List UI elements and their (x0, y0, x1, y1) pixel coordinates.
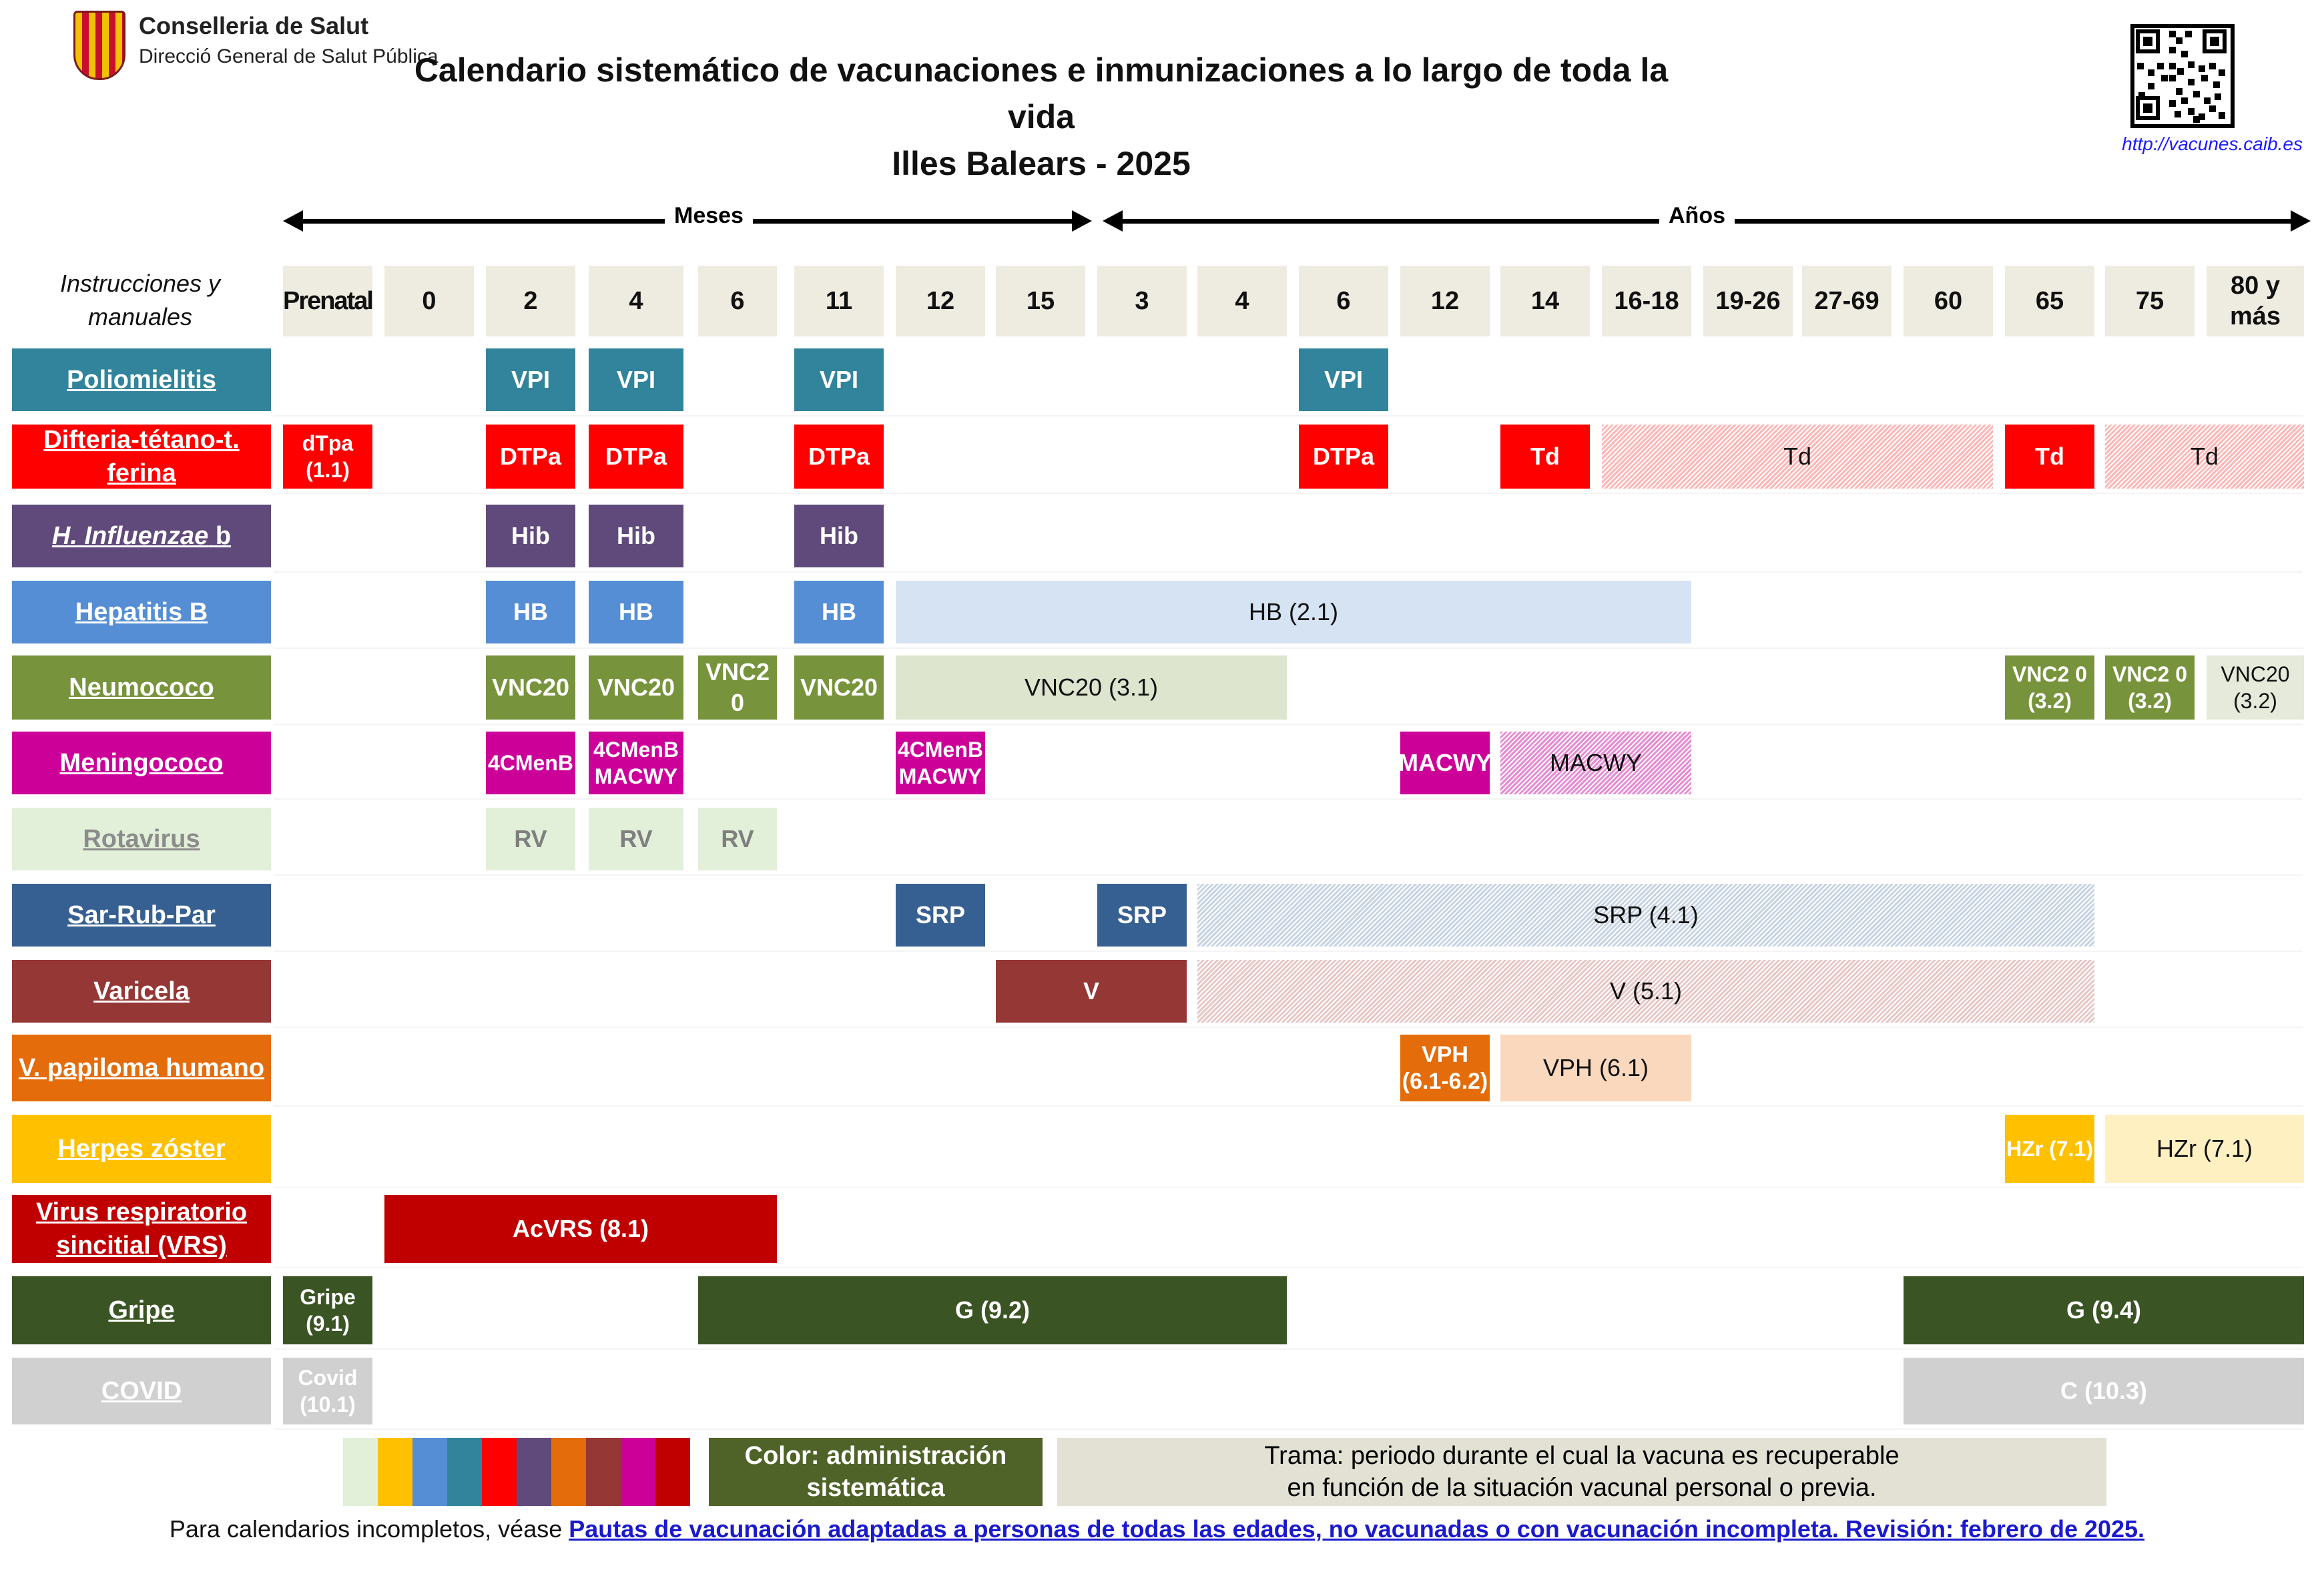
disease-name-6[interactable]: Rotavirus (12, 808, 271, 870)
legend-swatch (482, 1438, 517, 1506)
vaccine-block: RV (589, 808, 683, 870)
vaccine-block: VNC2 0 (698, 655, 777, 720)
vaccine-block: AcVRS (8.1) (384, 1195, 777, 1263)
row-separator (274, 874, 2303, 876)
qr-module (2193, 91, 2200, 97)
vaccine-block: VNC20 (3.2) (2207, 655, 2304, 720)
title-line-1: Calendario sistemático de vacunaciones e inmunizaciones a lo largo de toda la vida (414, 51, 1669, 136)
disease-name-1[interactable]: Difteria-tétano-t. ferina (12, 425, 271, 489)
row-separator (274, 647, 2303, 649)
column-header: 27-69 (1802, 266, 1892, 336)
disease-name-10[interactable]: Herpes zóster (12, 1115, 271, 1183)
org-name: Conselleria de Salut (139, 12, 369, 39)
qr-module (2209, 63, 2216, 69)
column-header: 65 (2005, 266, 2094, 336)
column-header: 16-18 (1602, 266, 1691, 336)
footer-prefix: Para calendarios incompletos, véase (169, 1515, 569, 1543)
row-separator (274, 493, 2303, 494)
vaccine-block: VPI (486, 348, 575, 411)
vaccine-block: Hib (486, 505, 575, 567)
column-header: 11 (794, 266, 884, 336)
vaccine-block: DTPa (794, 425, 884, 489)
qr-module (2188, 79, 2195, 85)
qr-module (2193, 116, 2200, 123)
column-header: 4 (589, 266, 683, 336)
legend-swatch (517, 1438, 551, 1506)
vaccine-block: VNC2 0 (3.2) (2105, 655, 2195, 720)
column-header: 12 (1400, 266, 1490, 336)
row-separator (274, 1428, 2303, 1430)
qr-module (2148, 83, 2154, 89)
legend-swatch (447, 1438, 482, 1506)
vaccine-block: HZr (7.1) (2005, 1115, 2094, 1183)
vaccine-block: SRP (896, 884, 985, 947)
vaccine-block: 4CMenB (486, 732, 575, 794)
vaccine-block: G (9.2) (698, 1276, 1287, 1344)
vaccine-block: Td (2105, 425, 2304, 489)
row-separator (274, 1187, 2303, 1188)
vaccine-block: VPH (6.1) (1500, 1035, 1691, 1101)
vaccine-block: VNC20 (589, 655, 683, 720)
qr-module (2177, 68, 2184, 75)
qr-module (2209, 105, 2216, 112)
column-header: 14 (1500, 266, 1590, 336)
qr-module (2213, 81, 2220, 88)
legend-pattern-line-1: Trama: periodo durante el cual la vacuna es recuperable (1264, 1442, 1900, 1470)
legend-swatch (621, 1438, 655, 1506)
vaccine-block: DTPa (1299, 425, 1388, 489)
legend-swatch (378, 1438, 412, 1506)
vaccine-block: MACWY (1400, 732, 1490, 794)
legend-pattern-box (1057, 1438, 2106, 1506)
vaccine-block: 4CMenB MACWY (589, 732, 683, 794)
row-separator (274, 415, 2303, 417)
website-link[interactable]: http://vacunes.caib.es (2122, 134, 2303, 154)
qr-finder-core (2210, 37, 2219, 46)
disease-name-7[interactable]: Sar-Rub-Par (12, 884, 271, 947)
column-header: Prenatal (283, 266, 372, 336)
vaccine-block: VNC20 (794, 655, 884, 720)
qr-module (2219, 69, 2225, 76)
row-separator (274, 571, 2303, 573)
vaccine-block: VNC20 (486, 655, 575, 720)
vaccine-block: RV (698, 808, 777, 870)
disease-name-9[interactable]: V. papiloma humano (12, 1035, 271, 1101)
qr-module (2148, 69, 2154, 76)
vaccine-block: Td (2005, 425, 2094, 489)
disease-name-0[interactable]: Poliomielitis (12, 348, 271, 411)
title-line-2: Illes Balears - 2025 (892, 145, 1191, 182)
column-header: 75 (2105, 266, 2195, 336)
column-header: 2 (486, 266, 575, 336)
row-separator (274, 724, 2303, 725)
row-separator (274, 1348, 2303, 1350)
qr-module (2137, 63, 2144, 69)
column-header: 4 (1197, 266, 1287, 336)
column-header: 15 (996, 266, 1085, 336)
vaccine-block: VPH (6.1-6.2) (1400, 1035, 1490, 1101)
row-separator (274, 1267, 2303, 1268)
qr-module (2215, 93, 2221, 100)
vaccine-block: Td (1602, 425, 1993, 489)
vaccine-block: VPI (794, 348, 884, 411)
footer-link[interactable]: Pautas de vacunación adaptadas a personas de todas las edades, no vacunadas o con vacunación incompleta. Revisión: febrero de 2025. (569, 1515, 2145, 1543)
qr-module (2185, 31, 2192, 37)
disease-name-4[interactable]: Neumococo (12, 655, 271, 720)
qr-module (2175, 111, 2181, 117)
months-label: Meses (665, 203, 753, 229)
legend-swatch (655, 1438, 690, 1506)
qr-module (2181, 51, 2188, 57)
column-header: 6 (1299, 266, 1388, 336)
arrow-right-icon (1072, 210, 1092, 232)
qr-module (2219, 112, 2225, 119)
disease-name-2[interactable] (12, 505, 271, 567)
disease-name-suffix: b (208, 522, 232, 550)
qr-module (2199, 65, 2205, 72)
column-header: 3 (1097, 266, 1187, 336)
footer-note (0, 1515, 2314, 1543)
page-title (414, 47, 1669, 187)
qr-module (2188, 108, 2195, 115)
vaccine-block: SRP (4.1) (1197, 884, 2094, 947)
vaccine-block: DTPa (589, 425, 683, 489)
qr-finder-core (2143, 37, 2152, 46)
vaccine-block: HB (486, 581, 575, 643)
vaccine-block: VNC20 (3.1) (896, 655, 1287, 720)
vaccine-block: Covid (10.1) (283, 1358, 372, 1424)
years-label: Años (1659, 203, 1735, 229)
disease-name-11[interactable]: Virus respiratorio sincitial (VRS) (12, 1195, 271, 1263)
balearic-shield-logo (73, 11, 125, 80)
legend-swatch (412, 1438, 447, 1506)
row-separator (274, 798, 2303, 800)
org-subtitle: Direcció General de Salut Pública (139, 45, 439, 67)
qr-finder-core (2143, 103, 2152, 113)
vaccine-block: G (9.4) (1904, 1276, 2304, 1344)
vaccine-block: Td (1500, 425, 1590, 489)
disease-name-italic: H. Influenzae (51, 522, 209, 550)
instructions-link[interactable]: Instrucciones y manuales (59, 270, 221, 330)
legend-pattern-line-2: en función de la situación vacunal personal o previa. (1287, 1474, 1877, 1502)
disease-name-13[interactable]: COVID (12, 1358, 271, 1424)
vaccine-block: HB (794, 581, 884, 643)
legend-color-label: Color: administración sistemática (709, 1438, 1043, 1506)
vaccine-block: C (10.3) (1904, 1358, 2304, 1424)
qr-module (2176, 88, 2183, 95)
qr-module (2161, 75, 2168, 81)
vaccine-block: HB (2.1) (896, 581, 1691, 643)
vaccine-block: VPI (589, 348, 683, 411)
vaccine-block: VPI (1299, 348, 1388, 411)
disease-name-3[interactable]: Hepatitis B (12, 581, 271, 643)
vaccine-block: V (5.1) (1197, 960, 2094, 1023)
vaccine-block: dTpa (1.1) (283, 425, 372, 489)
vaccine-block: Gripe (9.1) (283, 1276, 372, 1344)
column-header: 19-26 (1703, 266, 1793, 336)
column-header: 80 y más (2207, 266, 2304, 336)
qr-module (2169, 100, 2176, 107)
column-header: 60 (1904, 266, 1993, 336)
row-separator (274, 1027, 2303, 1028)
legend-swatch (551, 1438, 586, 1506)
qr-module (2169, 75, 2176, 81)
qr-module (2188, 61, 2195, 68)
qr-code-icon[interactable] (2130, 24, 2235, 128)
legend-swatch (343, 1438, 378, 1506)
qr-module (2176, 37, 2183, 44)
qr-module (2169, 63, 2176, 69)
qr-module (2201, 75, 2208, 81)
vaccine-block: SRP (1097, 884, 1187, 947)
qr-module (2157, 63, 2164, 69)
vaccine-block: RV (486, 808, 575, 870)
row-separator (274, 951, 2303, 952)
arrow-right-icon (2291, 210, 2311, 232)
vaccine-block: V (996, 960, 1187, 1023)
vaccine-block: 4CMenB MACWY (896, 732, 985, 794)
disease-name-5[interactable]: Meningococo (12, 732, 271, 794)
qr-module (2181, 97, 2188, 104)
column-header: 0 (384, 266, 474, 336)
disease-name-12[interactable]: Gripe (12, 1276, 271, 1344)
vaccine-block: DTPa (486, 425, 575, 489)
qr-module (2138, 92, 2145, 99)
legend-swatch (586, 1438, 621, 1506)
column-header: 6 (698, 266, 777, 336)
qr-module (2204, 97, 2211, 104)
disease-name-8[interactable]: Varicela (12, 960, 271, 1023)
vaccine-block: Hib (794, 505, 884, 567)
vaccine-block: Hib (589, 505, 683, 567)
qr-module (2169, 47, 2176, 53)
column-header: 12 (896, 266, 985, 336)
vaccine-block: HB (589, 581, 683, 643)
row-separator (274, 1105, 2303, 1107)
vaccine-block: VNC2 0 (3.2) (2005, 655, 2094, 720)
vaccine-block: HZr (7.1) (2105, 1115, 2304, 1183)
vaccine-block: MACWY (1500, 732, 1691, 794)
qr-module (2169, 31, 2176, 37)
